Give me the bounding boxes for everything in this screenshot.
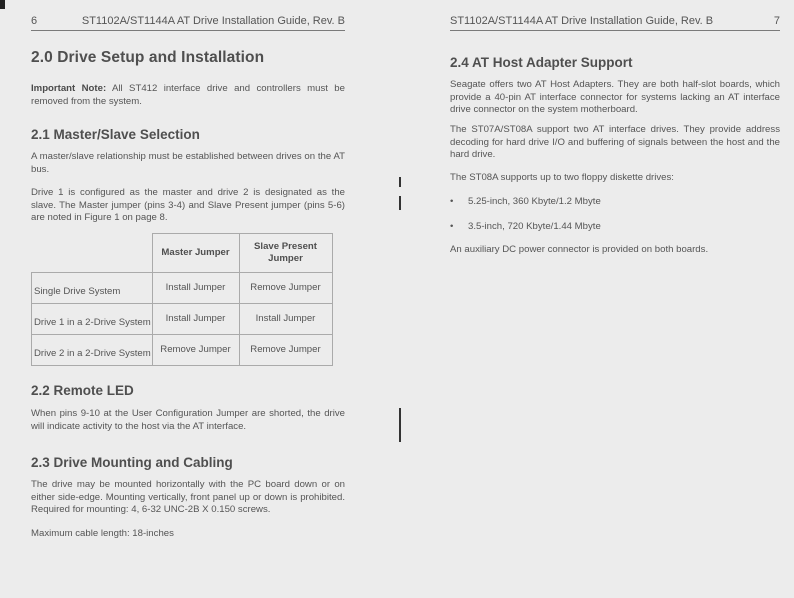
bullet-dot-icon: • bbox=[450, 221, 454, 232]
section-title-2-2: 2.2 Remote LED bbox=[31, 383, 134, 398]
important-note bbox=[31, 83, 345, 108]
cell-master: Install Jumper bbox=[152, 272, 239, 303]
bullet-dot-icon: • bbox=[450, 196, 454, 207]
table-corner bbox=[32, 234, 153, 273]
cell-master: Remove Jumper bbox=[152, 334, 239, 365]
list-item-text: 5.25-inch, 360 Kbyte/1.2 Mbyte bbox=[468, 196, 601, 207]
jumper-table bbox=[31, 233, 333, 366]
s23-paragraph-2: Maximum cable length: 18-inches bbox=[31, 528, 174, 539]
list-item-text: 3.5-inch, 720 Kbyte/1.44 Mbyte bbox=[468, 221, 601, 232]
header-master-jumper: Master Jumper bbox=[152, 234, 239, 273]
cell-slave: Install Jumper bbox=[239, 303, 332, 334]
list-item bbox=[450, 196, 780, 221]
s24-paragraph-4: An auxiliary DC power connector is provided on both boards. bbox=[450, 244, 709, 255]
right-running-header bbox=[450, 15, 780, 31]
table-row bbox=[32, 272, 333, 303]
row-label: Drive 1 in a 2-Drive System bbox=[32, 303, 153, 334]
important-note-text: All ST412 interface drive and controllers must be removed from the system. bbox=[31, 83, 345, 107]
header-slave-present-jumper: Slave Present Jumper bbox=[239, 234, 332, 273]
left-running-header bbox=[31, 15, 345, 31]
s24-paragraph-1: Seagate offers two AT Host Adapters. They are both half-slot boards, which provide a 40-pin AT interface connector for systems lacking an AT interface drive connector on the system motherboard. bbox=[450, 79, 780, 116]
gutter-mark bbox=[399, 196, 401, 210]
cell-master: Install Jumper bbox=[152, 303, 239, 334]
section-title-2-3: 2.3 Drive Mounting and Cabling bbox=[31, 455, 233, 470]
s23-paragraph-1: The drive may be mounted horizontally with the PC board down or on either side-edge. Mounting vertically, front panel up or down is prohibited. Required for mounting: 4, 6-32 UNC-2B X 0.150 screws. bbox=[31, 479, 345, 516]
list-item bbox=[450, 221, 780, 246]
right-running-title: ST1102A/ST1144A AT Drive Installation Guide, Rev. B bbox=[450, 15, 714, 27]
table-row bbox=[32, 303, 333, 334]
floppy-drive-list bbox=[450, 196, 780, 246]
s24-paragraph-3: The ST08A supports up to two floppy diskette drives: bbox=[450, 172, 674, 183]
row-label: Drive 2 in a 2-Drive System bbox=[32, 334, 153, 365]
right-page bbox=[404, 0, 794, 598]
gutter-mark bbox=[399, 408, 401, 442]
section-title-2-0: 2.0 Drive Setup and Installation bbox=[31, 49, 265, 66]
table-row bbox=[32, 334, 333, 365]
cell-slave: Remove Jumper bbox=[239, 334, 332, 365]
cell-slave: Remove Jumper bbox=[239, 272, 332, 303]
important-note-label: Important Note: bbox=[31, 83, 107, 94]
s21-paragraph-1: A master/slave relationship must be established between drives on the AT bus. bbox=[31, 151, 345, 175]
right-page-number: 7 bbox=[773, 15, 780, 27]
s21-paragraph-2: Drive 1 is configured as the master and drive 2 is designated as the slave. The Master jumper (pins 3-4) and Slave Present jumper (pins 5-6) are noted in Figure 1 on page 8. bbox=[31, 187, 345, 224]
gutter-mark bbox=[399, 177, 401, 187]
left-page-number: 6 bbox=[31, 15, 38, 27]
row-label: Single Drive System bbox=[32, 272, 153, 303]
section-title-2-4: 2.4 AT Host Adapter Support bbox=[450, 55, 633, 70]
left-running-title: ST1102A/ST1144A AT Drive Installation Guide, Rev. B bbox=[81, 15, 345, 27]
s24-paragraph-2: The ST07A/ST08A support two AT interface drives. They provide address decoding for hard drive I/O and buffering of signals between the host and the hard drive. bbox=[450, 124, 780, 161]
s22-paragraph: When pins 9-10 at the User Configuration Jumper are shorted, the drive will indicate activity to the host via the AT interface. bbox=[31, 408, 345, 432]
left-page bbox=[0, 0, 390, 598]
section-title-2-1: 2.1 Master/Slave Selection bbox=[31, 127, 200, 142]
